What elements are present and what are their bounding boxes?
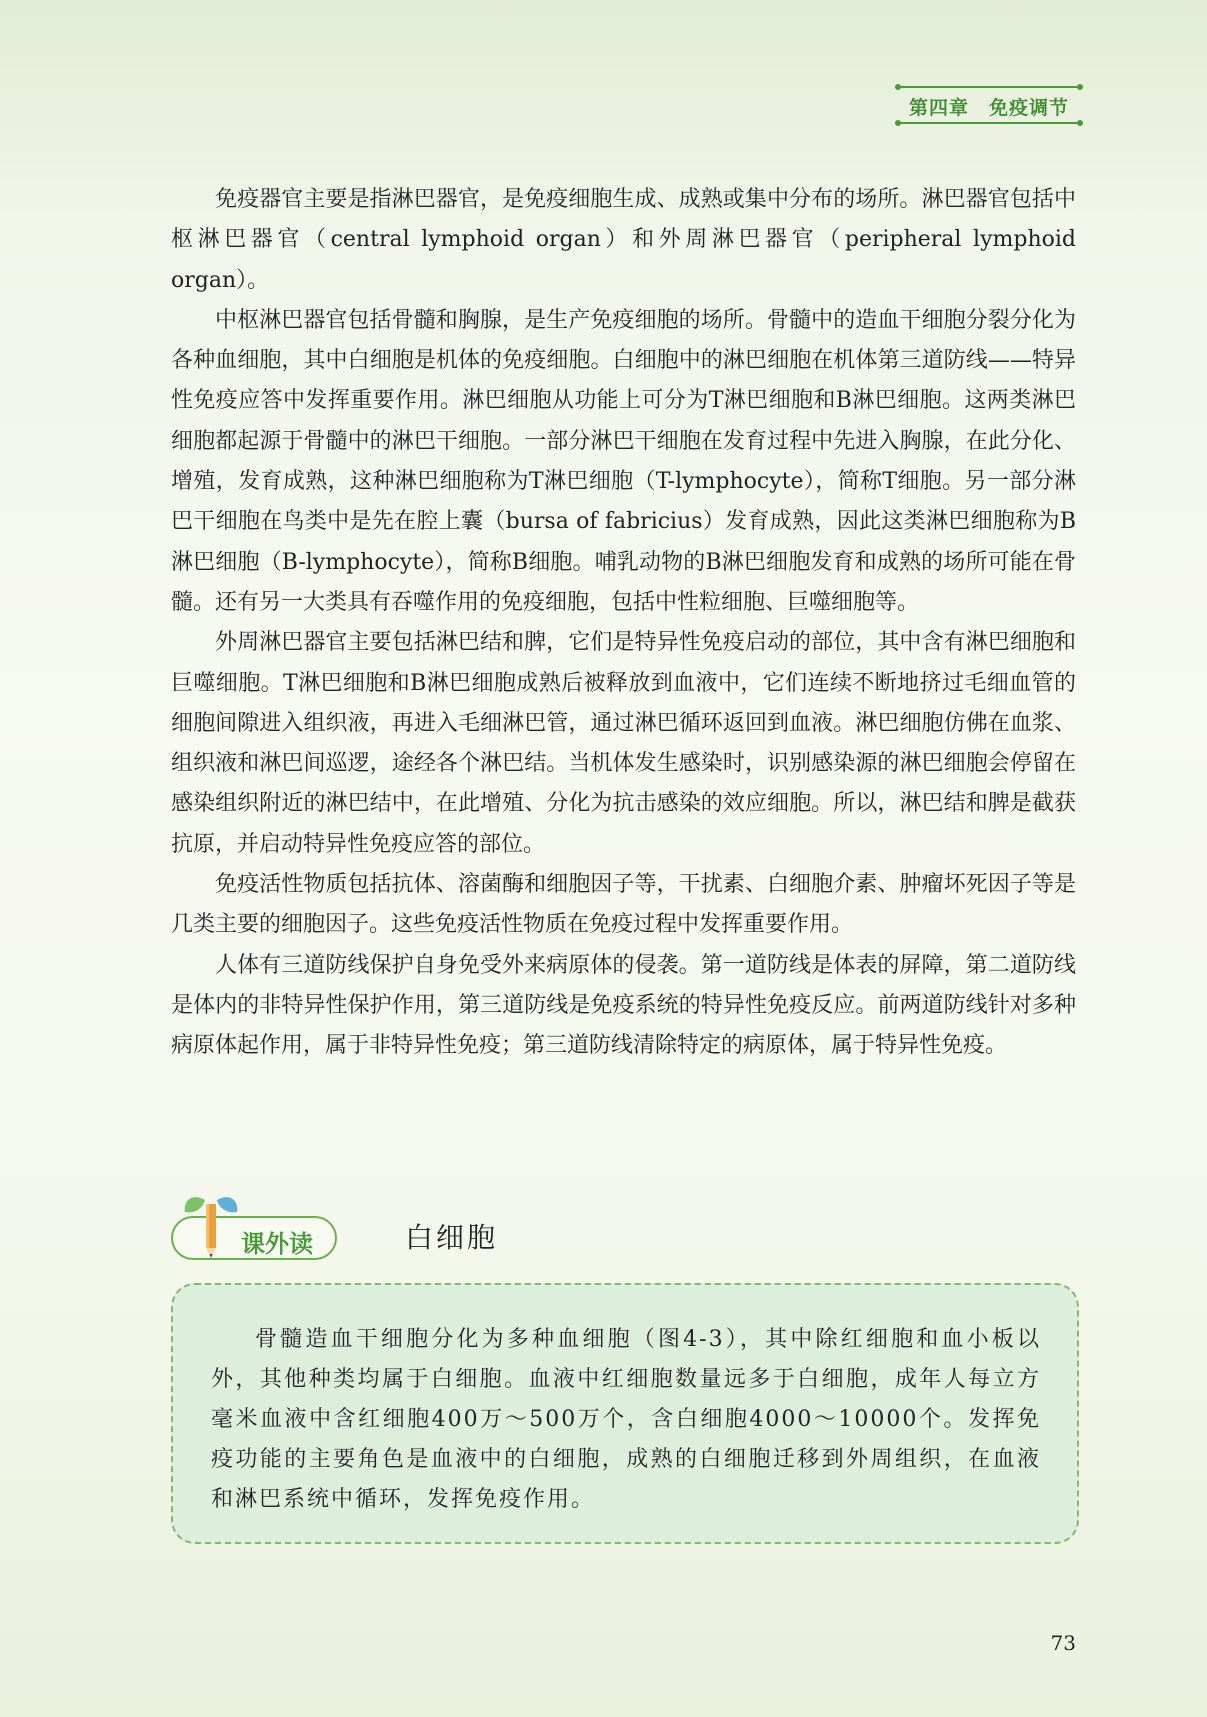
- page-number: 73: [1050, 1631, 1076, 1655]
- extra-reading-heading: [171, 1190, 771, 1260]
- chapter-header: [898, 86, 1080, 124]
- extra-reading-title: 白细胞: [405, 1221, 499, 1254]
- paragraph-immune-substances: 免疫活性物质包括抗体、溶菌酶和细胞因子等，干扰素、白细胞介素、肿瘤坏死因子等是几类主要的细胞因子。这些免疫活性物质在免疫过程中发挥重要作用。: [171, 872, 1076, 938]
- chapter-title: 第四章 免疫调节: [908, 97, 1069, 119]
- extra-reading-text: 骨髓造血干细胞分化为多种血细胞（图4-3），其中除红细胞和血小板以外，其他种类均属于白细胞。血液中红细胞数量远多于白细胞，成年人每立方毫米血液中含红细胞400万～500万个，含白细胞4000～10000个。发挥免疫功能的主要角色是血液中的白细胞，成熟的白细胞迁移到外周组织，在血液和淋巴系统中循环，发挥免疫作用。: [211, 1327, 1041, 1512]
- main-text: [171, 180, 1076, 1067]
- paragraph-immune-organs: 免疫器官主要是指淋巴器官，是免疫细胞生成、成熟或集中分布的场所。淋巴器官包括中枢淋巴器官（central lymphoid organ）和外周淋巴器官（peripheral lymphoid organ）。: [171, 187, 1076, 293]
- paragraph-three-defenses: 人体有三道防线保护自身免受外来病原体的侵袭。第一道防线是体表的屏障，第二道防线是体内的非特异性保护作用，第三道防线是免疫系统的特异性免疫反应。前两道防线针对多种病原体起作用，属于非特异性免疫；第三道防线清除特定的病原体，属于特异性免疫。: [171, 952, 1076, 1059]
- paragraph-peripheral-lymphoid: 外周淋巴器官主要包括淋巴结和脾，它们是特异性免疫启动的部位，其中含有淋巴细胞和巨噬细胞。T淋巴细胞和B淋巴细胞成熟后被释放到血液中，它们连续不断地挤过毛细血管的细胞间隙进入组织液，再进入毛细淋巴管，通过淋巴循环返回到血液。淋巴细胞仿佛在血浆、组织液和淋巴间巡逻，途经各个淋巴结。当机体发生感染时，识别感染源的淋巴细胞会停留在感染组织附近的淋巴结中，在此增殖、分化为抗击感染的效应细胞。所以，淋巴结和脾是截获抗原，并启动特异性免疫应答的部位。: [171, 630, 1077, 857]
- extra-reading-box: [171, 1283, 1079, 1544]
- pencil-sprout-icon: [181, 1190, 241, 1260]
- badge-label: 课外读: [241, 1230, 313, 1258]
- paragraph-central-lymphoid: 中枢淋巴器官包括骨髓和胸腺，是生产免疫细胞的场所。骨髓中的造血干细胞分裂分化为各种血细胞，其中白细胞是机体的免疫细胞。白细胞中的淋巴细胞在机体第三道防线——特异性免疫应答中发挥重要作用。淋巴细胞从功能上可分为T淋巴细胞和B淋巴细胞。这两类淋巴细胞都起源于骨髓中的淋巴干细胞。一部分淋巴干细胞在发育过程中先进入胸腺，在此分化、增殖，发育成熟，这种淋巴细胞称为T淋巴细胞（T-lymphocyte），简称T细胞。另一部分淋巴干细胞在鸟类中是先在腔上囊（bursa of fabricius）发育成熟，因此这类淋巴细胞称为B淋巴细胞（B-lymphocyte），简称B细胞。哺乳动物的B淋巴细胞发育和成熟的场所可能在骨髓。还有另一大类具有吞噬作用的免疫细胞，包括中性粒细胞、巨噬细胞等。: [171, 307, 1076, 615]
- header-rule-bottom: [898, 122, 1080, 124]
- header-rule-top: [898, 86, 1080, 88]
